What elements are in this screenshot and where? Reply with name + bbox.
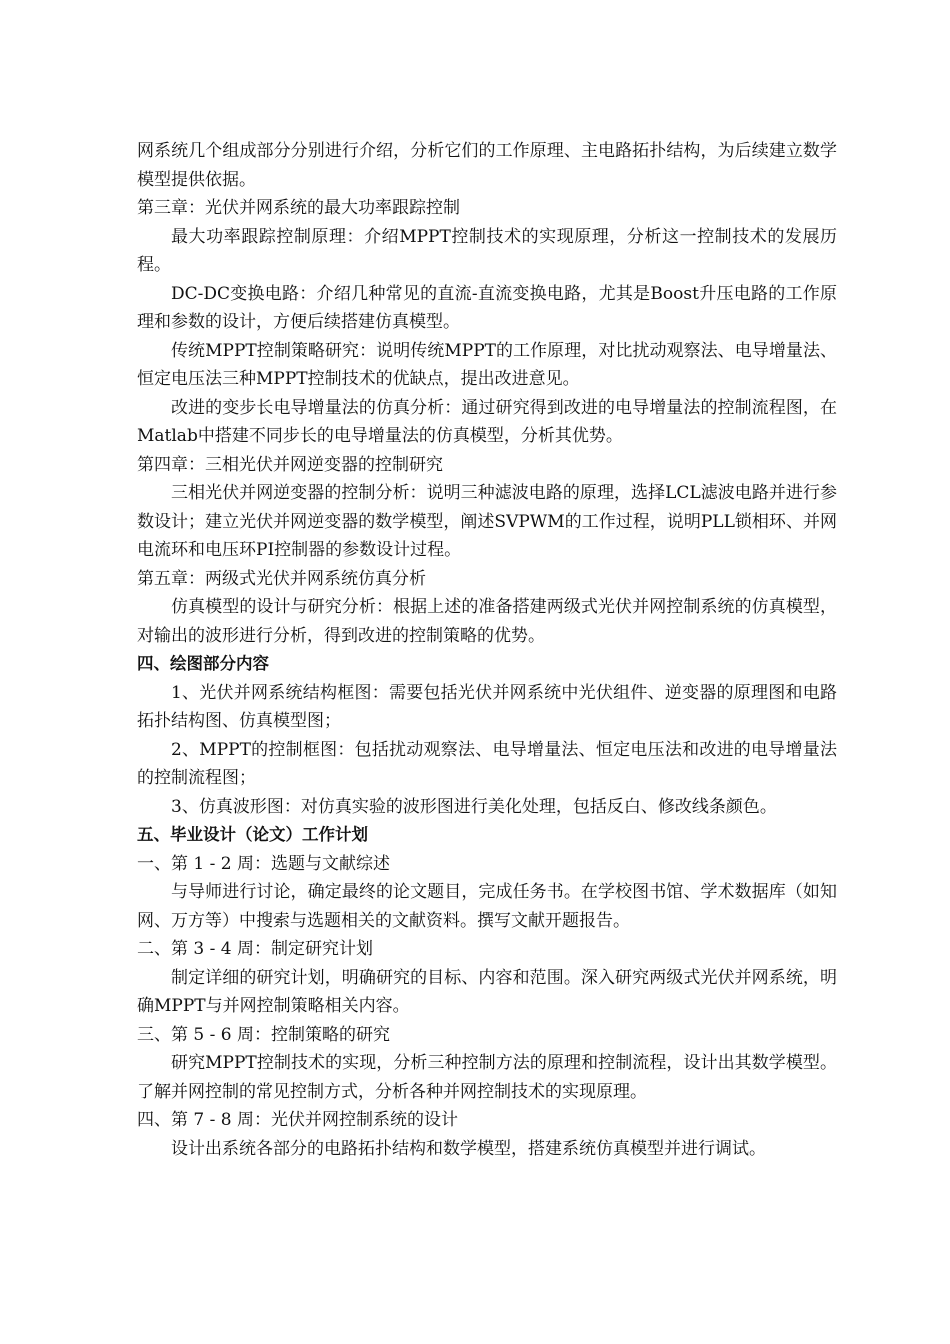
chapter-5-heading: 第五章：两级式光伏并网系统仿真分析 [137, 568, 426, 589]
drawing-item-2: 2、MPPT的控制框图：包括扰动观察法、电导增量法、恒定电压法和改进的电导增量法的控制流程图； [137, 739, 837, 788]
week-1-2-text: 与导师进行讨论，确定最终的论文题目，完成任务书。在学校图书馆、学术数据库（如知网、万方等）中搜索与选题相关的文献资料。撰写文献开题报告。 [137, 882, 837, 931]
chapter-4-heading: 第四章：三相光伏并网逆变器的控制研究 [137, 454, 443, 475]
week-3-4-text: 制定详细的研究计划，明确研究的目标、内容和范围。深入研究两级式光伏并网系统，明确MPPT与并网控制策略相关内容。 [137, 967, 837, 1016]
section-4-heading: 四、绘图部分内容 [137, 654, 269, 673]
paragraph-mppt-principle: 最大功率跟踪控制原理：介绍MPPT控制技术的实现原理，分析这一控制技术的发展历程。 [137, 226, 837, 275]
drawing-item-3: 3、仿真波形图：对仿真实验的波形图进行美化处理，包括反白、修改线条颜色。 [171, 796, 777, 817]
paragraph-simulation: 仿真模型的设计与研究分析：根据上述的准备搭建两级式光伏并网控制系统的仿真模型，对输出的波形进行分析，得到改进的控制策略的优势。 [137, 597, 837, 646]
document-page [137, 137, 837, 1163]
paragraph-traditional-mppt: 传统MPPT控制策略研究：说明传统MPPT的工作原理，对比扰动观察法、电导增量法、恒定电压法三种MPPT控制技术的优缺点，提出改进意见。 [137, 340, 837, 389]
week-7-8-heading: 四、第 7 - 8 周：光伏并网控制系统的设计 [137, 1110, 458, 1130]
paragraph-inverter-control: 三相光伏并网逆变器的控制分析：说明三种滤波电路的原理，选择LCL滤波电路并进行参数设计；建立光伏并网逆变器的数学模型，阐述SVPWM的工作过程，说明PLL锁相环、并网电流环和电压环PI控制器的参数设计过程。 [137, 483, 837, 560]
chapter-3-heading: 第三章：光伏并网系统的最大功率跟踪控制 [137, 198, 460, 218]
section-5-heading: 五、毕业设计（论文）工作计划 [137, 825, 368, 844]
week-5-6-heading: 三、第 5 - 6 周：控制策略的研究 [137, 1024, 390, 1045]
week-1-2-heading: 一、第 1 - 2 周：选题与文献综述 [137, 853, 390, 874]
paragraph-continued: 网系统几个组成部分分别进行介绍，分析它们的工作原理、主电路拓扑结构，为后续建立数学模型提供依据。 [137, 141, 837, 190]
week-7-8-text: 设计出系统各部分的电路拓扑结构和数学模型，搭建系统仿真模型并进行调试。 [171, 1138, 766, 1159]
week-3-4-heading: 二、第 3 - 4 周：制定研究计划 [137, 939, 373, 959]
paragraph-improved-inc: 改进的变步长电导增量法的仿真分析：通过研究得到改进的电导增量法的控制流程图，在Matlab中搭建不同步长的电导增量法的仿真模型，分析其优势。 [137, 397, 837, 446]
drawing-item-1: 1、光伏并网系统结构框图：需要包括光伏并网系统中光伏组件、逆变器的原理图和电路拓扑结构图、仿真模型图； [137, 682, 837, 731]
week-5-6-text: 研究MPPT控制技术的实现，分析三种控制方法的原理和控制流程，设计出其数学模型。了解并网控制的常见控制方式，分析各种并网控制技术的实现原理。 [137, 1053, 837, 1102]
paragraph-dcdc: DC-DC变换电路：介绍几种常见的直流-直流变换电路，尤其是Boost升压电路的工作原理和参数的设计，方便后续搭建仿真模型。 [137, 283, 837, 332]
